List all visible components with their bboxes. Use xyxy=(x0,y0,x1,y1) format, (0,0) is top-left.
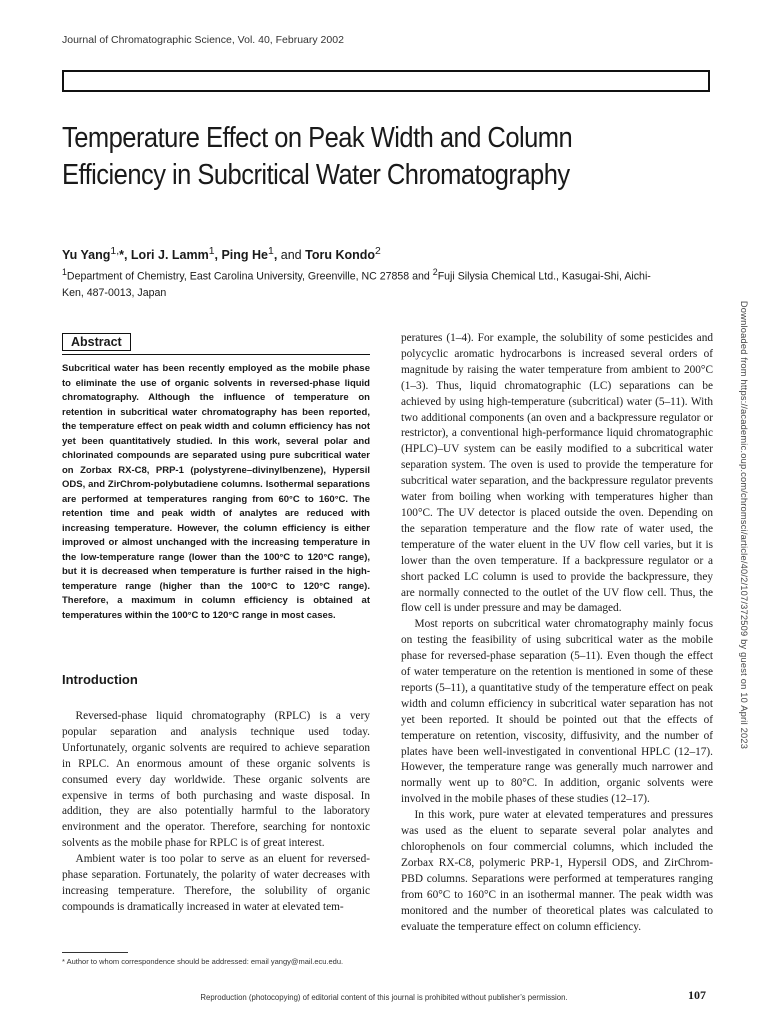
affiliation-text: Department of Chemistry, East Carolina University, Greenville, NC 27858 and xyxy=(66,270,433,283)
copyright-footer: Reproduction (photocopying) of editorial content of this journal is prohibited without publisher’s permission. xyxy=(200,993,568,1002)
article-title-line-1: Temperature Effect on Peak Width and Column xyxy=(62,122,573,154)
author-affiliation-mark: 1, xyxy=(110,246,120,257)
article-title xyxy=(62,120,608,194)
footnote: * Author to whom correspondence should be addressed: email yangy@mail.ecu.edu. xyxy=(62,957,344,966)
right-column-body xyxy=(401,331,713,935)
affiliation-text: Fuji Silysia Chemical Ltd., Kasugai-Shi, Aichi-Ken, 487-0013, Japan xyxy=(62,270,651,299)
author-name: Toru Kondo xyxy=(305,248,376,263)
abstract-label: Abstract xyxy=(62,333,131,351)
header-rule-box xyxy=(62,70,710,92)
page-number: 107 xyxy=(688,988,706,1002)
body-paragraph: Reversed-phase liquid chromatography (RPLC) is a very popular separation and analysis technique used today. Unfortunately, organic solvents are required to achieve separation in RPLC. An enormous amount of these organic solvents is consumed every day worldwide. These organic solvents are expensive in terms of both purchasing and waste disposal. In addition, they are also potentially harmful to the laboratory environment and the operator. Therefore, searching for nontoxic solvents as the mobile phase for RPLC is of great interest. xyxy=(62,710,370,850)
author-name: Ping He xyxy=(221,248,269,263)
body-paragraph: Most reports on subcritical water chromatography mainly focus on testing the feasibility of using subcritical water as the mobile phase for reversed-phase separation (5–11). Even though the effect of water temperature on the retention is mentioned in some of these reports (5–11), a quantitative study of the temperature effect on peak width and column efficiency in subcritical water separation has not yet been reported. It should be pointed out that the effects of temperature on retention, viscosity, diffusivity, and the number of plates have been well-investigated in conventional HPLC (12–17). However, the temperature range was generally much narrower and normally went up to 80°C. In addition, organic solvents were involved in the mobile phases of these studies (12–17). xyxy=(401,618,713,806)
affiliation-mark: 1 xyxy=(62,267,67,277)
body-paragraph: peratures (1–4). For example, the solubility of some pesticides and polycyclic aromatic hydrocarbons is increased several orders of magnitude by raising the water temperature from ambient to 200°C (1–3). Thus, liquid chromatographic (LC) separations can be achieved by using high-temperature (subcritical) water (5–11). With two additional components (an oven and a backpressure regulator or restrictor), a conventional high-performance liquid chromatographic (HPLC)–UV system can be easily modified to a subcritical water separation system. The oven is used to provide the temperature for subcritical water separation, and the backpressure regulator prevents water from boiling when working with temperatures higher than 100°C. The UV detector is placed outside the oven. Depending on the separation temperature and the flow rate of water used, the temperature of the water eluent in the UV flow cell varies, but it is lower than the oven temperature. If a backpressure regulator or a short packed LC column is used to provide the backpressure, they are normally connected to the outlet of the UV flow cell. Thus, the flow cell is under pressure and may be damaged. xyxy=(401,332,713,615)
download-sidebar xyxy=(738,270,750,780)
download-note: Downloaded from https://academic.oup.com/chromsci/article/40/2/107/372509 by guest on 10 April 2023 xyxy=(739,300,749,750)
author-conjunction: and xyxy=(280,248,302,263)
author-affiliation-mark: 2 xyxy=(375,246,381,257)
article-title-line-2: Efficiency in Subcritical Water Chromatography xyxy=(62,159,570,191)
author-name: Lori J. Lamm xyxy=(130,248,209,263)
section-heading-introduction: Introduction xyxy=(62,672,138,687)
affiliation-mark: 2 xyxy=(432,267,438,277)
body-paragraph: Ambient water is too polar to serve as an eluent for reversed-phase separation. Fortunately, the polarity of water decreases with increasing temperature. Therefore, the solubility of organic compounds is dramatically increased in water at elevated tem- xyxy=(62,853,370,913)
corresponding-mark: * xyxy=(119,248,124,263)
author-name: Yu Yang xyxy=(62,248,111,263)
author-affiliation-mark: 1 xyxy=(208,246,215,257)
body-paragraph: In this work, pure water at elevated temperatures and pressures was used as the eluent to separate several polar analytes and chlorophenols on four commercial columns, which included the Zorbax RX-C8, polymeric PRP-1, Hypersil ODS, and ZirChrom-PBD columns. Separations were performed at temperatures ranging from 60°C to 160°C in an isothermal manner. The peak width was monitored and the number of theoretical plates was calculated to evaluate the temperature effect on column efficiency. xyxy=(401,809,713,933)
journal-citation: Journal of Chromatographic Science, Vol. 40, February 2002 xyxy=(62,34,344,46)
affiliations xyxy=(62,264,672,301)
left-column-body xyxy=(62,709,370,916)
abstract-rule xyxy=(62,354,370,355)
abstract-text: Subcritical water has been recently employed as the mobile phase to eliminate the use of organic solvents in reversed-phase liquid chromatography. Although the influence of temperature on retention in subcritical water chromatography has been reported, the temperature effect on peak width and column efficiency has not yet been quantitatively studied. In this work, several polar and chlorinated compounds are separated using pure subcritical water on Zorbax RX-C8, PRP-1 (polystyrene–divinylbenzene), Hypersil ODS, and ZirChrom-polybutadiene columns. Isothermal separations are performed at temperatures ranging from 60°C to 160°C. The retention time and peak width of analytes are reduced with increasing temperature. However, the column efficiency is either improved or almost unchanged with the increasing temperature in the low-temperature range (lower than the 100°C to 120°C range), but it is decreased when temperature is further raised in the high-temperature range (higher than the 100°C to 120°C range). Therefore, a maximum in column efficiency is obtained at temperatures within the 100°C to 120°C range in most cases. xyxy=(62,363,370,621)
author-list: Yu Yang$^{1,}$*, Lori J. Lamm$^1$, Ping He$^1$, and Toru Kondo$^2$ xyxy=(62,246,381,263)
author-affiliation-mark: 1 xyxy=(268,246,274,257)
footnote-rule xyxy=(62,952,128,953)
